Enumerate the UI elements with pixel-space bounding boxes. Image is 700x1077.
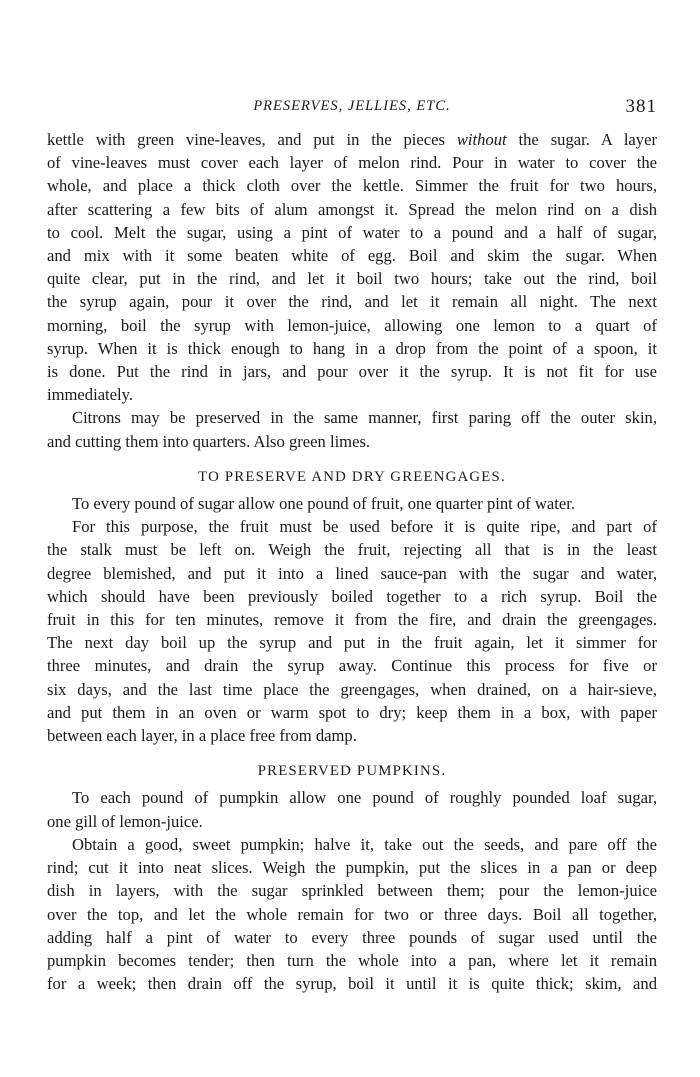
text-line: and put them in an oven or warm spot to dry; keep them in a box, with paper: [47, 702, 657, 722]
running-head: [47, 96, 657, 120]
text-line: over the top, and let the whole remain for two or three days. Boil all together,: [47, 904, 657, 924]
text-line: which should have been previously boiled together to a rich syrup. Boil the: [47, 586, 657, 606]
text-line: and cutting them into quarters. Also green limes.: [47, 431, 371, 451]
text-line: for a week; then drain off the syrup, boil it until it is quite thick; skim, and: [47, 974, 657, 994]
text-line: three minutes, and drain the syrup away. Continue this process for five or: [47, 656, 657, 676]
text-line: six days, and the last time place the greengages, when drained, on a hair-sieve,: [47, 679, 657, 699]
text-line: pumpkin becomes tender; then turn the whole into a pan, where let it remain: [47, 950, 657, 970]
ingredients-line: To every pound of sugar allow one pound of fruit, one quarter pint of water.: [72, 494, 575, 514]
text-line: The next day boil up the syrup and put in the fruit again, let it simmer for: [47, 633, 657, 653]
ingredients-line: To each pound of pumpkin allow one pound of roughly pounded loaf sugar,: [72, 788, 657, 808]
text-line: degree blemished, and put it into a lined sauce-pan with the sugar and water,: [47, 563, 657, 583]
text-line: the stalk must be left on. Weigh the fruit, rejecting all that is in the least: [47, 540, 657, 560]
text-line: rind; cut it into neat slices. Weigh the pumpkin, put the slices in a pan or deep: [47, 858, 657, 878]
ingredients-line: one gill of lemon-juice.: [47, 811, 203, 831]
text-line: adding half a pint of water to every three pounds of sugar used until the: [47, 927, 657, 947]
text-line: kettle with green vine-leaves, and put in the pieces without the sugar. A layer: [47, 130, 657, 149]
text-line: is done. Put the rind in jars, and pour over it the syrup. It is not fit for use: [47, 362, 657, 382]
body-text: [47, 128, 657, 995]
text-line: of vine-leaves must cover each layer of melon rind. Pour in water to cover the: [47, 153, 657, 173]
text-line: the syrup again, pour it over the rind, and let it remain all night. The next: [47, 292, 657, 312]
emphasis: without: [456, 130, 507, 149]
text-line: after scattering a few bits of alum amongst it. Spread the melon rind on a dish: [47, 199, 657, 219]
text-line: fruit in this for ten minutes, remove it from the fire, and drain the greengages.: [47, 610, 657, 630]
running-title: PRESERVES, JELLIES, ETC.: [253, 98, 451, 114]
text-line: and mix with it some beaten white of egg. Boil and skim the sugar. When: [47, 246, 657, 266]
section-heading: TO PRESERVE AND DRY GREENGAGES.: [198, 468, 506, 485]
text-line: Obtain a good, sweet pumpkin; halve it, take out the seeds, and pare off the: [72, 834, 657, 854]
section-heading: PRESERVED PUMPKINS.: [257, 763, 447, 780]
text-line: dish in layers, with the sugar sprinkled between them; pour the lemon-juice: [47, 881, 657, 901]
text-line: between each layer, in a place free from damp.: [47, 726, 357, 746]
text-line: whole, and place a thick cloth over the kettle. Simmer the fruit for two hours,: [47, 176, 657, 196]
text-line: to cool. Melt the sugar, using a pint of water to a pound and a half of sugar,: [47, 222, 657, 242]
text-line: For this purpose, the fruit must be used before it is quite ripe, and part of: [72, 517, 657, 537]
text-line: morning, boil the syrup with lemon-juice, allowing one lemon to a quart of: [47, 315, 657, 335]
text-line: Citrons may be preserved in the same manner, first paring off the outer skin,: [72, 408, 657, 428]
text-line: syrup. When it is thick enough to hang in a drop from the point of a spoon, it: [47, 338, 657, 358]
page-number: 381: [625, 96, 657, 117]
text-line: immediately.: [47, 385, 134, 405]
text-line: quite clear, put in the rind, and let it boil two hours; take out the rind, boil: [47, 269, 657, 289]
